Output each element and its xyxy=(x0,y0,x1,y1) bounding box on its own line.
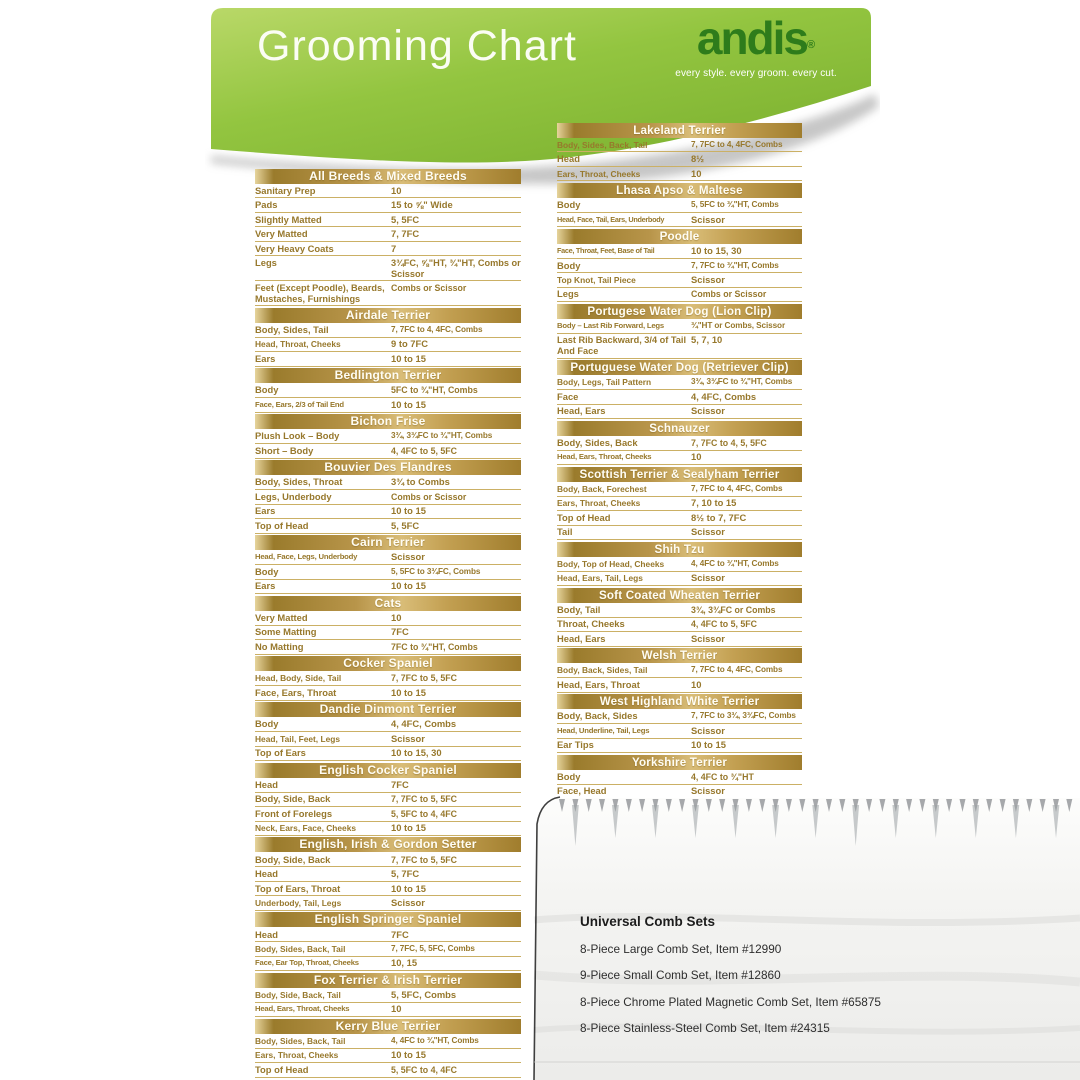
grooming-row xyxy=(255,928,521,942)
blade-value: Scissor xyxy=(691,405,725,417)
breed-header: Bedlington Terrier xyxy=(255,368,521,383)
breed-header: Yorkshire Terrier xyxy=(557,755,802,770)
part-label: Last Rib Backward, 3/4 of Tail And Face xyxy=(557,335,687,356)
blade-value: 7FC to ¾"HT, Combs xyxy=(391,641,478,652)
grooming-row xyxy=(557,482,802,496)
part-label: Head xyxy=(557,153,580,165)
part-label: Face, Ears, 2/3 of Tail End xyxy=(255,399,344,409)
part-label: Ear Tips xyxy=(557,739,594,751)
part-label: Underbody, Tail, Legs xyxy=(255,898,342,909)
part-label: Face, Ear Top, Throat, Cheeks xyxy=(255,958,359,968)
part-label: Face, Head xyxy=(557,785,607,797)
grooming-row xyxy=(255,732,521,746)
blade-value: 10 to 15 xyxy=(391,822,426,834)
part-label: Body, Top of Head, Cheeks xyxy=(557,558,665,569)
part-label: Head, Ears, Throat xyxy=(557,678,640,690)
grooming-row xyxy=(255,352,521,366)
breed-header: Kerry Blue Terrier xyxy=(255,1019,521,1034)
grooming-row xyxy=(557,319,802,333)
blade-value: 7, 7FC, 5, 5FC, Combs xyxy=(391,944,475,953)
breed-column-right xyxy=(557,121,802,813)
blade-value: 5, 7FC xyxy=(391,868,420,880)
grooming-row xyxy=(255,323,521,337)
blade-value: Scissor xyxy=(691,572,725,584)
breed-header: Bouvier Des Flandres xyxy=(255,460,521,475)
grooming-row xyxy=(255,611,521,625)
grooming-row xyxy=(255,490,521,504)
part-label: Body, Legs, Tail Pattern xyxy=(557,377,652,388)
blade-value: 9 to 7FC xyxy=(391,338,428,350)
part-label: Ears, Throat, Cheeks xyxy=(557,498,641,509)
blade-value: 5, 5FC xyxy=(391,213,420,225)
blade-value: 7, 7FC to 3¾, 3¾FC, Combs xyxy=(691,711,796,721)
grooming-row xyxy=(255,807,521,821)
blade-value: 10 xyxy=(391,1003,402,1015)
comb-sets-list xyxy=(580,942,900,1036)
comb-set-item: 8-Piece Stainless-Steel Comb Set, Item #24315 xyxy=(580,1021,830,1035)
blade-value: 4, 4FC to ¾"HT, Combs xyxy=(391,1035,479,1045)
breed-header: Schnauzer xyxy=(557,421,802,436)
grooming-row xyxy=(557,273,802,287)
part-label: Top of Ears xyxy=(255,747,306,759)
part-label: Body, Sides, Back xyxy=(557,436,638,448)
blade-value: 5, 5FC to 4, 4FC xyxy=(391,1064,457,1075)
grooming-row xyxy=(255,551,521,565)
comb-sets-title: Universal Comb Sets xyxy=(580,914,716,929)
blade-value: 3¾FC, ⅝"HT, ¾"HT, Combs or Scissor xyxy=(391,258,521,279)
grooming-row xyxy=(255,882,521,896)
andis-logo xyxy=(668,12,844,79)
grooming-row xyxy=(557,376,802,390)
part-label: Body, Side, Back xyxy=(255,793,331,805)
grooming-row xyxy=(255,565,521,579)
part-label: Some Matting xyxy=(255,626,317,638)
page-title: Grooming Chart xyxy=(257,22,577,70)
part-label: Ears xyxy=(255,580,276,592)
part-label: Legs xyxy=(557,288,579,300)
part-label: Very Matted xyxy=(255,611,308,623)
comb-sets xyxy=(580,914,900,1035)
blade-value: ¾"HT or Combs, Scissor xyxy=(691,320,786,330)
part-label: Body, Back, Sides, Tail xyxy=(557,665,648,676)
breed-header: Portuguese Water Dog (Retriever Clip) xyxy=(557,360,802,375)
blade-value: Scissor xyxy=(691,785,725,797)
grooming-row xyxy=(557,511,802,525)
part-label: Body xyxy=(557,199,581,211)
part-label: Head xyxy=(255,868,278,880)
grooming-row xyxy=(255,580,521,594)
grooming-row xyxy=(255,1034,521,1048)
grooming-row xyxy=(557,526,802,540)
blade-value: 7, 7FC to 5, 5FC xyxy=(391,854,457,865)
grooming-row xyxy=(557,632,802,646)
grooming-row xyxy=(255,853,521,867)
blade-value: 8½ to 7, 7FC xyxy=(691,511,747,523)
blade-value: 10 xyxy=(691,167,702,179)
part-label: Tail xyxy=(557,526,573,538)
grooming-row xyxy=(557,288,802,302)
andis-logo-text: andis® xyxy=(696,12,816,64)
breed-header: Scottish Terrier & Sealyham Terrier xyxy=(557,467,802,482)
blade-value: Scissor xyxy=(691,273,725,285)
blade-value: 7FC xyxy=(391,778,409,790)
grooming-row xyxy=(255,942,521,956)
blade-value: 4, 4FC to ¾"HT, Combs xyxy=(691,558,779,568)
blade-value: Scissor xyxy=(691,632,725,644)
part-label: Head, Throat, Cheeks xyxy=(255,339,341,350)
blade-value: 7, 7FC xyxy=(391,228,420,240)
part-label: Top Knot, Tail Piece xyxy=(557,274,636,285)
grooming-row xyxy=(557,572,802,586)
part-label: Ears xyxy=(255,352,276,364)
part-label: Head, Ears xyxy=(557,632,606,644)
blade-value: 10 to 15 xyxy=(391,352,426,364)
blade-value: Scissor xyxy=(691,526,725,538)
blade-value: 10 to 15 xyxy=(391,882,426,894)
grooming-row xyxy=(255,1063,521,1077)
grooming-row xyxy=(255,184,521,198)
part-label: Top of Head xyxy=(557,511,611,523)
part-label: Head, Ears xyxy=(557,405,606,417)
blade-value: 8½ xyxy=(691,153,705,165)
part-label: Body, Side, Back, Tail xyxy=(255,989,341,1000)
part-label: Body, Sides, Back, Tail xyxy=(557,139,648,150)
grooming-row xyxy=(255,718,521,732)
grooming-row xyxy=(255,476,521,490)
grooming-row xyxy=(255,1003,521,1017)
part-label: Head, Face, Tail, Ears, Underbody xyxy=(557,214,665,224)
blade-value: 7, 10 to 15 xyxy=(691,497,737,509)
grooming-row xyxy=(557,213,802,227)
part-label: Head, Underline, Tail, Legs xyxy=(557,725,650,735)
blade-value: Combs or Scissor xyxy=(691,289,767,300)
grooming-row xyxy=(255,747,521,761)
grooming-row xyxy=(557,138,802,152)
grooming-row xyxy=(557,618,802,632)
breed-header: Poodle xyxy=(557,229,802,244)
registered-mark: ® xyxy=(807,39,816,51)
andis-tagline: every style. every groom. every cut. xyxy=(675,68,837,79)
breed-header: Cocker Spaniel xyxy=(255,656,521,671)
grooming-row xyxy=(557,770,802,784)
part-label: Head, Tail, Feet, Legs xyxy=(255,733,341,744)
breed-header: Cairn Terrier xyxy=(255,535,521,550)
blade-value: 15 to ⅝" Wide xyxy=(391,199,453,211)
grooming-row xyxy=(255,988,521,1002)
grooming-row xyxy=(557,557,802,571)
blade-value: 5, 5FC to ¾"HT, Combs xyxy=(691,200,779,210)
breed-header: Lhasa Apso & Maltese xyxy=(557,183,802,198)
blade-value: 10 to 15, 30 xyxy=(691,245,742,257)
part-label: Head, Ears, Tail, Legs xyxy=(557,573,643,584)
breed-header: All Breeds & Mixed Breeds xyxy=(255,169,521,184)
part-label: Body, Sides, Throat xyxy=(255,476,343,488)
part-label: Body, Sides, Back, Tail xyxy=(255,944,346,954)
breed-header: Cats xyxy=(255,596,521,611)
blade-value: 4, 4FC to 5, 5FC xyxy=(691,619,757,630)
grooming-row xyxy=(557,259,802,273)
blade-value: Scissor xyxy=(391,551,425,563)
part-label: Feet (Except Poodle), Beards, Mustaches, Furnishings xyxy=(255,283,385,304)
part-label: Top of Head xyxy=(255,1063,309,1075)
part-label: Head, Ears, Throat, Cheeks xyxy=(557,452,652,462)
comb-set-item: 9-Piece Small Comb Set, Item #12860 xyxy=(580,968,781,982)
part-label: Body, Sides, Tail xyxy=(255,323,329,335)
part-label: Body, Back, Forechest xyxy=(557,483,647,494)
grooming-row xyxy=(255,338,521,352)
blade-value: 10 to 15 xyxy=(391,505,426,517)
grooming-row xyxy=(255,686,521,700)
blade-value: 10 to 15 xyxy=(691,739,726,751)
grooming-row xyxy=(255,822,521,836)
grooming-row xyxy=(255,626,521,640)
blade-value: 5, 5FC to 3¾FC, Combs xyxy=(391,566,481,576)
part-label: Body, Tail xyxy=(557,603,601,615)
blade-value: 5, 5FC, Combs xyxy=(391,988,457,1000)
grooming-row xyxy=(557,198,802,212)
breed-header: Soft Coated Wheaten Terrier xyxy=(557,588,802,603)
part-label: Slightly Matted xyxy=(255,213,322,225)
blade-value: 7, 7FC to 4, 4FC, Combs xyxy=(691,483,783,493)
grooming-row xyxy=(557,167,802,181)
blade-value: 7, 7FC to 5, 5FC xyxy=(391,794,457,805)
blade-value: 10 xyxy=(391,611,402,623)
grooming-row xyxy=(557,710,802,724)
grooming-row xyxy=(255,778,521,792)
part-label: Legs xyxy=(255,257,277,269)
part-label: Neck, Ears, Face, Cheeks xyxy=(255,823,357,834)
comb-set-item: 8-Piece Chrome Plated Magnetic Comb Set, Item #65875 xyxy=(580,994,881,1009)
grooming-row xyxy=(557,451,802,465)
part-label: Pads xyxy=(255,199,278,211)
breed-header: Fox Terrier & Irish Terrier xyxy=(255,973,521,988)
part-label: Body, Side, Back xyxy=(255,853,331,865)
grooming-row xyxy=(557,436,802,450)
grooming-row xyxy=(557,603,802,617)
blade-value: 7, 7FC to 5, 5FC xyxy=(391,673,457,684)
grooming-row xyxy=(557,724,802,738)
grooming-row xyxy=(557,334,802,359)
blade-value: 10 to 15 xyxy=(391,686,426,698)
blade-value: 3¾, 3¾FC to ¾"HT, Combs xyxy=(691,377,793,387)
breed-header: Welsh Terrier xyxy=(557,648,802,663)
part-label: Body, Sides, Back, Tail xyxy=(255,1035,346,1046)
blade-value: 10, 15 xyxy=(391,957,418,969)
blade-value: 7, 7FC to 4, 5, 5FC xyxy=(691,437,767,448)
breed-header: English, Irish & Gordon Setter xyxy=(255,837,521,852)
part-label: Face xyxy=(557,390,579,402)
blade-value: 7, 7FC to 4, 4FC, Combs xyxy=(391,324,483,334)
grooming-row xyxy=(255,867,521,881)
part-label: Head xyxy=(255,928,278,940)
blade-value: 10 to 15 xyxy=(391,580,426,592)
blade-value: Scissor xyxy=(691,213,725,225)
grooming-row xyxy=(557,739,802,753)
part-label: No Matting xyxy=(255,640,304,652)
breed-header: English Cocker Spaniel xyxy=(255,763,521,778)
part-label: Very Heavy Coats xyxy=(255,242,334,254)
blade-value: 10 xyxy=(691,451,702,463)
blade-value: 7, 7FC to ¾"HT, Combs xyxy=(691,260,779,270)
blade-value: 5, 5FC to 4, 4FC xyxy=(391,808,457,819)
comb-set-item: 8-Piece Large Comb Set, Item #12990 xyxy=(580,941,782,956)
grooming-row xyxy=(557,405,802,419)
blade-value: 5, 5FC xyxy=(391,519,420,531)
blade-value: 10 to 15, 30 xyxy=(391,747,442,759)
part-label: Body xyxy=(255,565,279,577)
grooming-row xyxy=(557,497,802,511)
breed-header: Dandie Dinmont Terrier xyxy=(255,702,521,717)
part-label: Front of Forelegs xyxy=(255,807,333,819)
part-label: Head, Ears, Throat, Cheeks xyxy=(255,1004,350,1014)
blade-value: Combs or Scissor xyxy=(391,283,467,293)
part-label: Face, Ears, Throat xyxy=(255,686,337,698)
part-label: Very Matted xyxy=(255,228,308,240)
grooming-row xyxy=(255,213,521,227)
grooming-row xyxy=(255,793,521,807)
blade-value: 4, 4FC, Combs xyxy=(391,718,457,730)
blade-value: Combs or Scissor xyxy=(391,491,467,502)
part-label: Head xyxy=(255,778,278,790)
breed-header: West Highland White Terrier xyxy=(557,694,802,709)
grooming-row xyxy=(557,152,802,166)
grooming-row xyxy=(255,430,521,444)
blade-value: 4, 4FC, Combs xyxy=(691,390,757,402)
grooming-row xyxy=(255,384,521,398)
grooming-row xyxy=(255,398,521,412)
grooming-row xyxy=(255,198,521,212)
part-label: Body xyxy=(557,259,581,271)
blade-value: 7FC xyxy=(391,928,409,940)
grooming-row xyxy=(255,281,521,306)
grooming-row xyxy=(255,227,521,241)
blade-value: 3¾, 3¾FC or Combs xyxy=(691,604,776,615)
blade-value: 7, 7FC to 4, 4FC, Combs xyxy=(691,139,783,149)
grooming-row xyxy=(255,444,521,458)
part-label: Head, Body, Side, Tail xyxy=(255,673,342,684)
grooming-row xyxy=(557,678,802,692)
blade-value: Scissor xyxy=(691,724,725,736)
blade-value: 3¾, 3¾FC to ¾"HT, Combs xyxy=(391,431,493,441)
blade-value: 7, 7FC to 4, 4FC, Combs xyxy=(691,665,783,675)
breed-header: Airdale Terrier xyxy=(255,308,521,323)
breed-header: Shih Tzu xyxy=(557,542,802,557)
grooming-row xyxy=(255,1049,521,1063)
part-label: Legs, Underbody xyxy=(255,490,332,502)
grooming-row xyxy=(255,957,521,971)
part-label: Ears xyxy=(255,505,276,517)
blade-value: 4, 4FC to ¾"HT xyxy=(691,771,754,782)
blade-value: 10 to 15 xyxy=(391,398,426,410)
blade-value: 3¾ to Combs xyxy=(391,476,450,488)
blade-value: 5FC to ¾"HT, Combs xyxy=(391,385,478,396)
breed-header: English Springer Spaniel xyxy=(255,912,521,927)
part-label: Short – Body xyxy=(255,444,314,456)
part-label: Ears, Throat, Cheeks xyxy=(557,168,641,179)
part-label: Top of Head xyxy=(255,519,309,531)
grooming-row xyxy=(255,242,521,256)
part-label: Body xyxy=(557,770,581,782)
blade-value: 10 xyxy=(691,678,702,690)
part-label: Plush Look – Body xyxy=(255,430,340,442)
grooming-row xyxy=(255,640,521,654)
blade-value: 7FC xyxy=(391,626,409,638)
blade-value: 5, 7, 10 xyxy=(691,334,723,346)
blade-value: 7 xyxy=(391,242,397,254)
part-label: Ears, Throat, Cheeks xyxy=(255,1050,339,1061)
blade-value: 10 xyxy=(391,184,402,196)
grooming-row xyxy=(557,390,802,404)
breed-column-left xyxy=(255,167,521,1078)
part-label: Body, Back, Sides xyxy=(557,710,638,722)
grooming-row xyxy=(557,664,802,678)
part-label: Face, Throat, Feet, Base of Tail xyxy=(557,246,655,256)
grooming-row xyxy=(255,505,521,519)
blade-value: Scissor xyxy=(391,897,425,909)
grooming-row xyxy=(255,672,521,686)
part-label: Body xyxy=(255,384,279,396)
blade-value: Scissor xyxy=(391,732,425,744)
grooming-row xyxy=(255,896,521,910)
part-label: Head, Face, Legs, Underbody xyxy=(255,552,358,562)
breed-header: Bichon Frise xyxy=(255,414,521,429)
grooming-row xyxy=(255,519,521,533)
breed-header: Portugese Water Dog (Lion Clip) xyxy=(557,304,802,319)
grooming-row xyxy=(557,244,802,258)
part-label: Sanitary Prep xyxy=(255,184,316,196)
blade-value: 4, 4FC to 5, 5FC xyxy=(391,445,457,456)
breed-header: Lakeland Terrier xyxy=(557,123,802,138)
part-label: Throat, Cheeks xyxy=(557,618,625,630)
blade-value: 10 to 15 xyxy=(391,1049,426,1061)
part-label: Body xyxy=(255,718,279,730)
part-label: Body – Last Rib Forward, Legs xyxy=(557,320,664,330)
part-label: Top of Ears, Throat xyxy=(255,882,341,894)
grooming-row xyxy=(255,256,521,281)
